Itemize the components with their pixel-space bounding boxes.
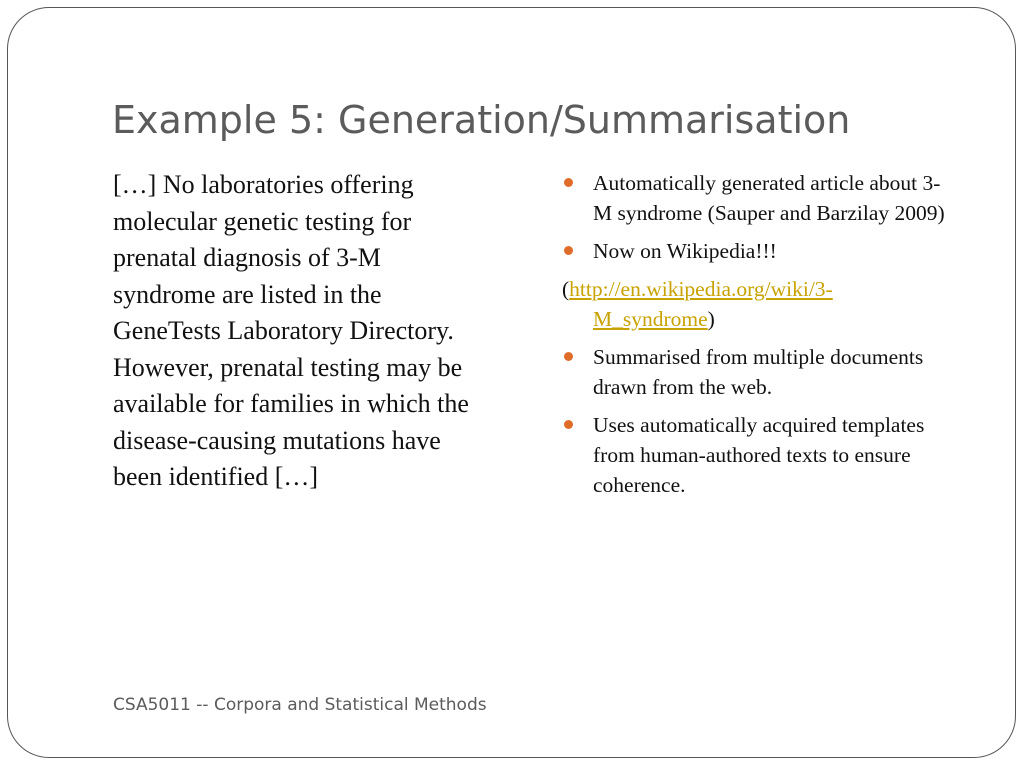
bullet-item bbox=[562, 236, 952, 266]
bullet-item bbox=[562, 410, 952, 500]
bullet-item bbox=[562, 168, 952, 228]
slide-footer: CSA5011 -- Corpora and Statistical Methods bbox=[113, 695, 487, 715]
bullet-dot-icon bbox=[564, 178, 573, 187]
close-paren: ) bbox=[707, 307, 715, 331]
bullet-item bbox=[562, 342, 952, 402]
bullet-dot-icon bbox=[564, 352, 573, 361]
bullet-text: Summarised from multiple documents drawn from the web. bbox=[593, 345, 924, 399]
bullet-text: Uses automatically acquired templates from human-authored texts to ensure coherence. bbox=[593, 413, 925, 497]
wikipedia-link[interactable]: http://en.wikipedia.org/wiki/3-M_syndrome bbox=[569, 277, 833, 331]
bullet-text: Automatically generated article about 3-M syndrome (Sauper and Barzilay 2009) bbox=[593, 171, 945, 225]
open-paren: ( bbox=[562, 277, 570, 301]
bullet-list bbox=[562, 168, 952, 508]
bullet-text: Now on Wikipedia!!! bbox=[593, 239, 777, 263]
bullet-dot-icon bbox=[564, 246, 573, 255]
quote-text: […] No laboratories offering molecular genetic testing for prenatal diagnosis of 3-M syndrome are listed in the GeneTests Laboratory Directory. However, prenatal testing may be available for families in which the disease-causing mutations have been identified […] bbox=[113, 170, 469, 491]
bullet-dot-icon bbox=[564, 420, 573, 429]
slide-title: Example 5: Generation/Summarisation bbox=[112, 98, 851, 142]
link-line bbox=[562, 274, 952, 334]
